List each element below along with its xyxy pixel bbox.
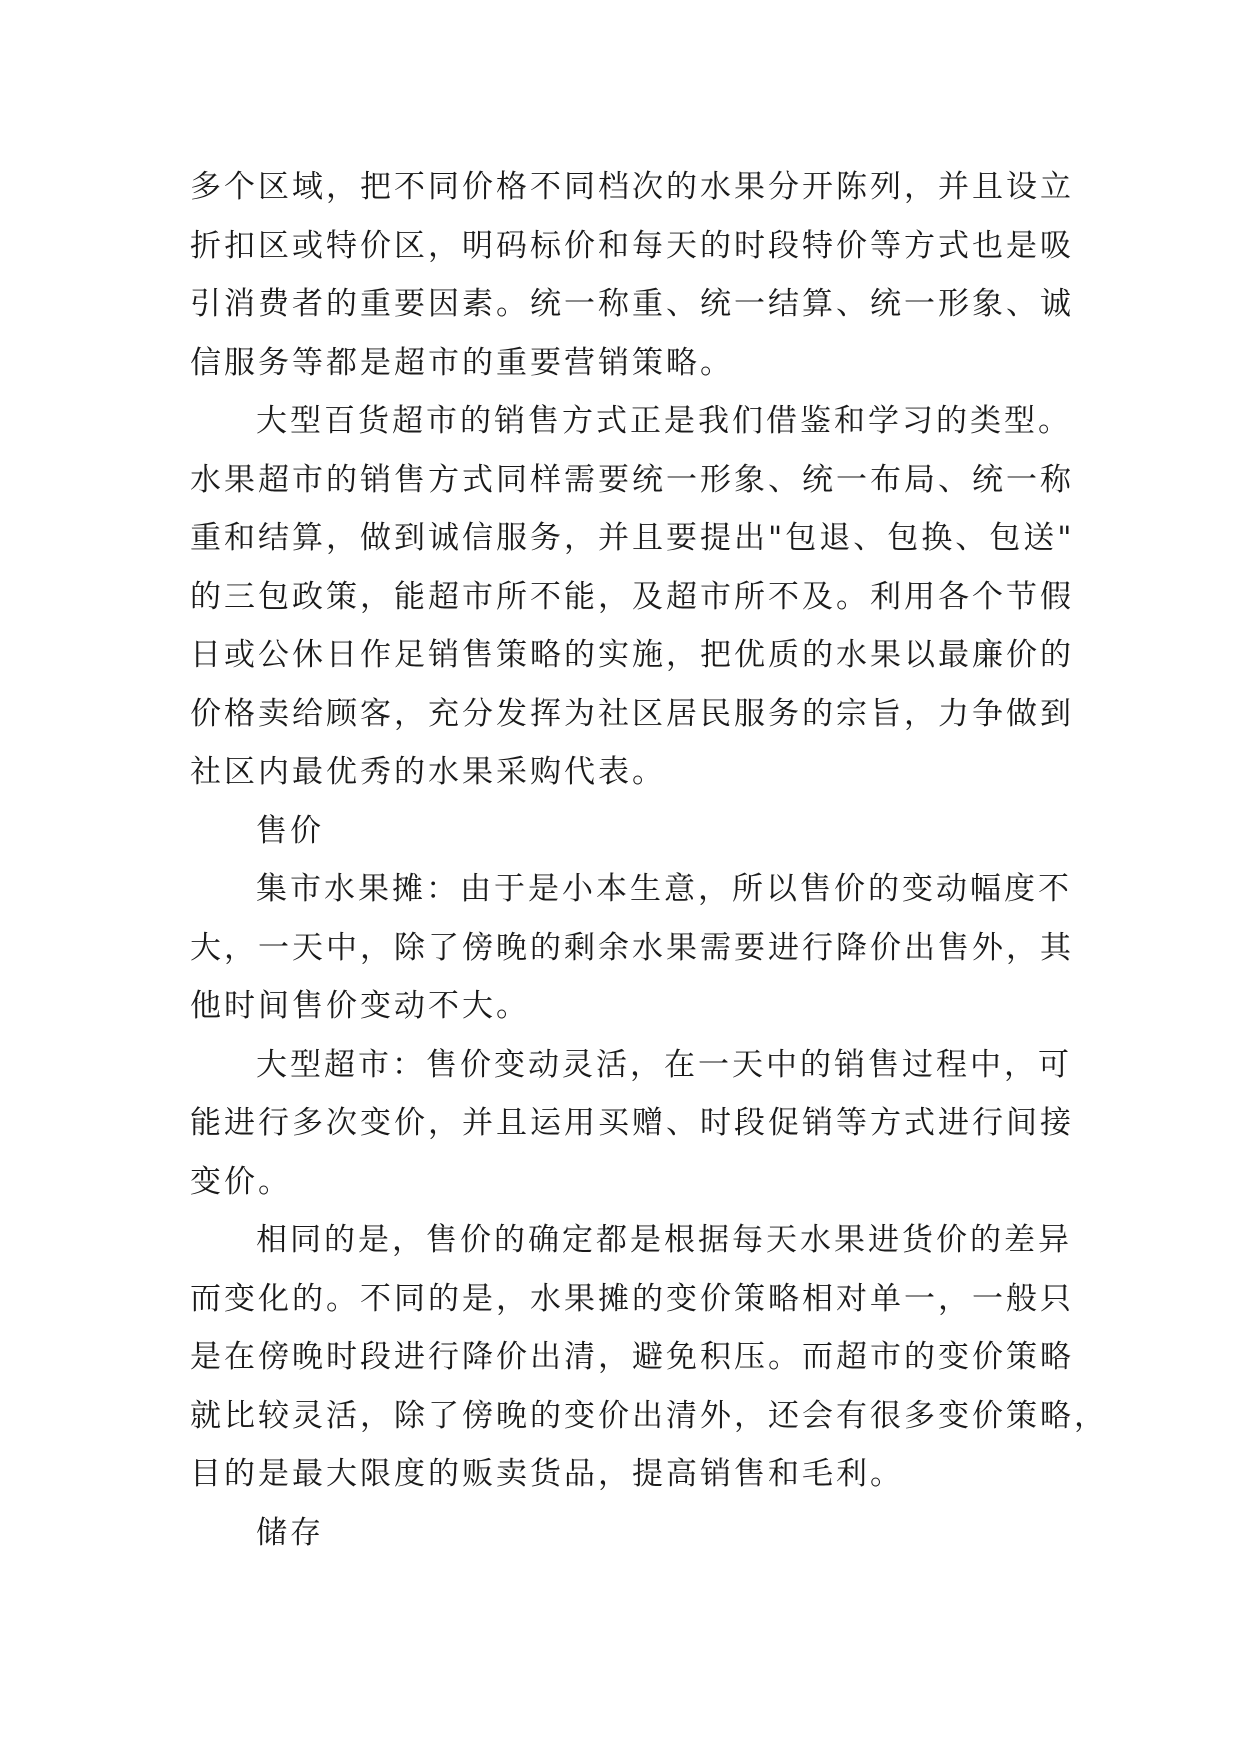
text-line: 多个区域，把不同价格不同档次的水果分开陈列，并且设立 — [190, 169, 1074, 205]
paragraph — [190, 1036, 1074, 1212]
paragraph — [190, 1211, 1108, 1504]
text-line: 能进行多次变价，并且运用买赠、时段促销等方式进行间接 — [190, 1105, 1074, 1141]
text-line: 集市水果摊：由于是小本生意，所以售价的变动幅度不 — [256, 871, 1072, 907]
section-heading — [190, 802, 1050, 861]
section-heading — [190, 1504, 1050, 1563]
text-line: 的三包政策，能超市所不能，及超市所不及。利用各个节假 — [190, 578, 1074, 615]
text-line: 他时间售价变动不大。 — [190, 988, 530, 1024]
text-line: 信服务等都是超市的重要营销策略。 — [190, 344, 734, 381]
text-line: 储存 — [256, 1514, 324, 1551]
text-line: 引消费者的重要因素。统一称重、统一结算、统一形象、诚 — [190, 286, 1074, 322]
text-line: 日或公休日作足销售策略的实施，把优质的水果以最廉价的 — [190, 637, 1074, 673]
text-line: 相同的是，售价的确定都是根据每天水果进货价的差异 — [256, 1222, 1072, 1258]
text-line: 大型百货超市的销售方式正是我们借鉴和学习的类型。 — [256, 403, 1072, 439]
text-line: 大，一天中，除了傍晚的剩余水果需要进行降价出售外，其 — [190, 929, 1074, 966]
text-line: 折扣区或特价区，明码标价和每天的时段特价等方式也是吸 — [190, 227, 1074, 264]
text-line: 重和结算，做到诚信服务，并且要提出"包退、包换、包送" — [190, 520, 1075, 556]
text-line: 变价。 — [190, 1163, 292, 1200]
text-line: 而变化的。不同的是，水果摊的变价策略相对单一，一般只 — [190, 1280, 1074, 1317]
text-line: 是在傍晚时段进行降价出清，避免积压。而超市的变价策略 — [190, 1339, 1074, 1375]
text-line: 目的是最大限度的贩卖货品，提高销售和毛利。 — [190, 1456, 904, 1492]
text-line: 就比较灵活，除了傍晚的变价出清外，还会有很多变价策略， — [190, 1397, 1108, 1434]
text-line: 售价 — [256, 812, 324, 849]
document-body — [190, 158, 1108, 1562]
text-line: 水果超市的销售方式同样需要统一形象、统一布局、统一称 — [190, 461, 1074, 498]
paragraph — [190, 392, 1075, 802]
paragraph — [190, 158, 1074, 392]
text-line: 社区内最优秀的水果采购代表。 — [190, 754, 666, 790]
paragraph — [190, 860, 1074, 1036]
text-line: 价格卖给顾客，充分发挥为社区居民服务的宗旨，力争做到 — [190, 695, 1074, 732]
text-line: 大型超市：售价变动灵活，在一天中的销售过程中，可 — [256, 1046, 1072, 1083]
